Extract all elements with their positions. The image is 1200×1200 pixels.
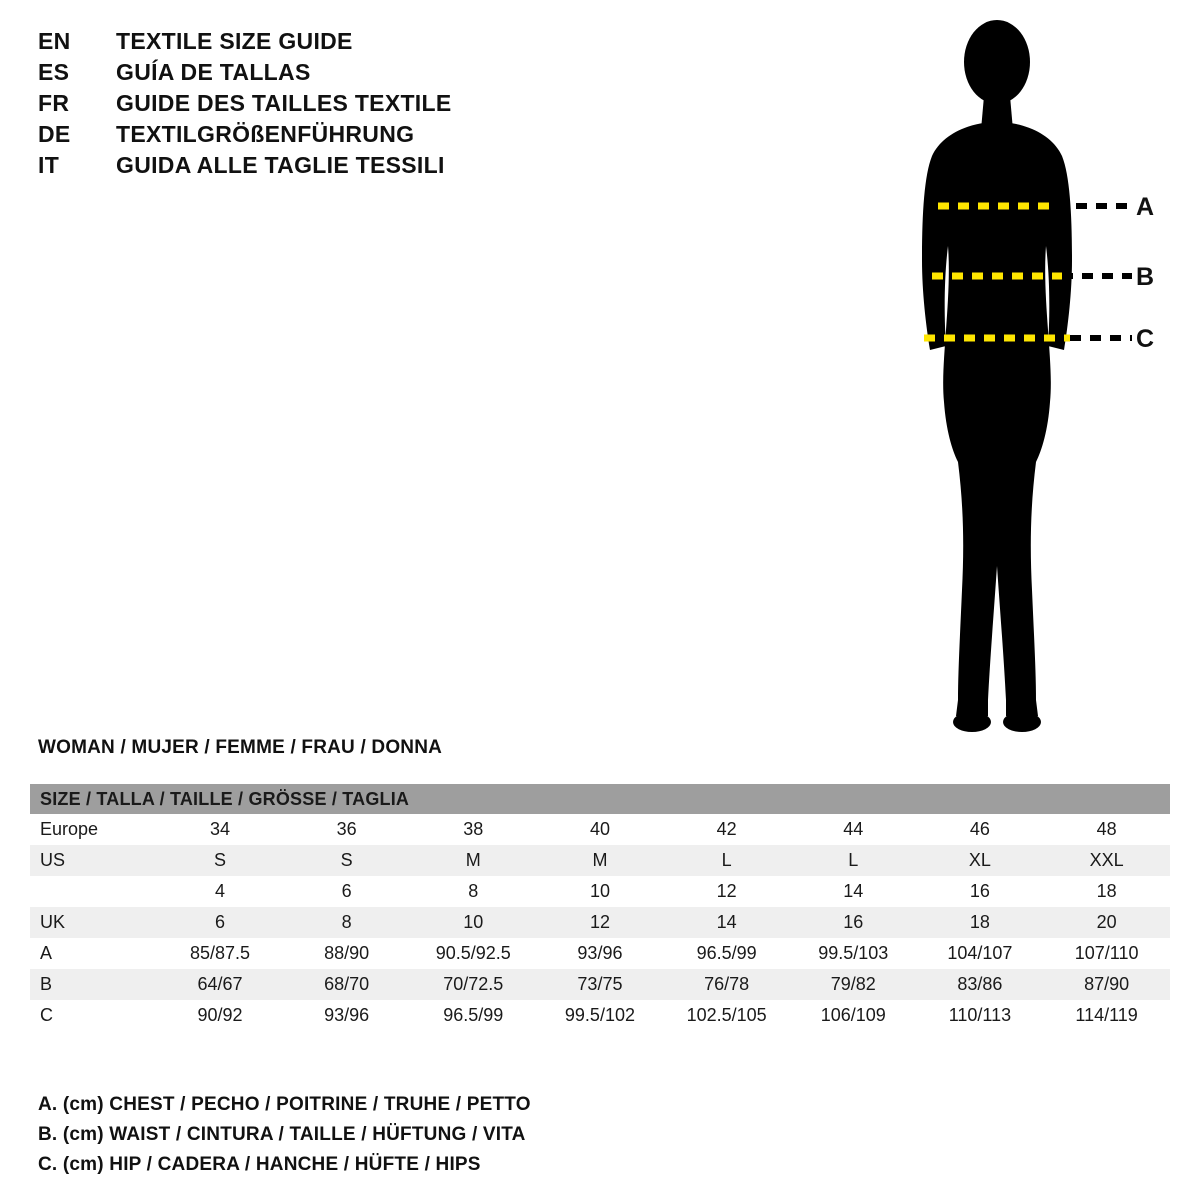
measurement-legend — [38, 1090, 798, 1180]
table-cell: 44 — [790, 814, 917, 845]
table-cell: 48 — [1043, 814, 1170, 845]
table-cell: 34 — [157, 814, 284, 845]
table-cell: XL — [917, 845, 1044, 876]
table-cell: 96.5/99 — [663, 938, 790, 969]
language-row — [38, 90, 598, 121]
language-title: GUÍA DE TALLAS — [116, 59, 311, 85]
table-cell: M — [410, 845, 537, 876]
table-header-row — [30, 784, 1170, 814]
table-cell: 36 — [283, 814, 410, 845]
table-cell: 40 — [537, 814, 664, 845]
table-cell: 70/72.5 — [410, 969, 537, 1000]
table-cell: 90/92 — [157, 1000, 284, 1031]
language-row — [38, 28, 598, 59]
marker-label-c: C — [1136, 325, 1155, 353]
table-cell: 12 — [663, 876, 790, 907]
table-cell: 106/109 — [790, 1000, 917, 1031]
table-row — [30, 814, 1170, 845]
language-code: DE — [38, 121, 71, 147]
table-cell: 79/82 — [790, 969, 917, 1000]
section-caption: WOMAN / MUJER / FEMME / FRAU / DONNA — [38, 737, 443, 758]
language-title: GUIDA ALLE TAGLIE TESSILI — [116, 152, 445, 178]
row-label: C — [30, 1000, 157, 1031]
table-cell: 93/96 — [537, 938, 664, 969]
table-cell: 107/110 — [1043, 938, 1170, 969]
table-cell: 85/87.5 — [157, 938, 284, 969]
table-row — [30, 876, 1170, 907]
legend-item-waist: B. (cm) WAIST / CINTURA / TAILLE / HÜFTUNG / VITA — [38, 1124, 526, 1145]
table-cell: 99.5/102 — [537, 1000, 664, 1031]
language-code: FR — [38, 90, 70, 116]
table-cell: 46 — [917, 814, 1044, 845]
table-cell: 42 — [663, 814, 790, 845]
marker-label-a: A — [1136, 193, 1155, 221]
table-cell: 18 — [917, 907, 1044, 938]
language-row — [38, 121, 598, 152]
table-cell: 4 — [157, 876, 284, 907]
row-label: UK — [30, 907, 157, 938]
table-row — [30, 1000, 1170, 1031]
language-code: ES — [38, 59, 70, 85]
table-cell: 83/86 — [917, 969, 1044, 1000]
language-code: IT — [38, 152, 60, 178]
table-cell: 68/70 — [283, 969, 410, 1000]
table-cell: 76/78 — [663, 969, 790, 1000]
table-cell: 64/67 — [157, 969, 284, 1000]
table-cell: 14 — [790, 876, 917, 907]
female-silhouette-icon — [860, 10, 1190, 750]
table-cell: S — [157, 845, 284, 876]
table-cell: 99.5/103 — [790, 938, 917, 969]
table-cell: 88/90 — [283, 938, 410, 969]
table-cell: 102.5/105 — [663, 1000, 790, 1031]
table-row — [30, 938, 1170, 969]
table-cell: 93/96 — [283, 1000, 410, 1031]
table-cell: 18 — [1043, 876, 1170, 907]
body-measurement-figure — [860, 10, 1190, 750]
marker-label-b: B — [1136, 263, 1155, 291]
legend-item-hip: C. (cm) HIP / CADERA / HANCHE / HÜFTE / HIPS — [38, 1154, 481, 1175]
table-header-label: SIZE / TALLA / TAILLE / GRÖSSE / TAGLIA — [30, 784, 1170, 814]
table-cell: 6 — [283, 876, 410, 907]
table-cell: 8 — [283, 907, 410, 938]
table-cell: 104/107 — [917, 938, 1044, 969]
table-cell: 87/90 — [1043, 969, 1170, 1000]
table-cell: 16 — [917, 876, 1044, 907]
legend-item-chest: A. (cm) CHEST / PECHO / POITRINE / TRUHE / PETTO — [38, 1094, 531, 1115]
table-cell: L — [790, 845, 917, 876]
table-cell: 16 — [790, 907, 917, 938]
table-cell: 6 — [157, 907, 284, 938]
table-cell: 10 — [537, 876, 664, 907]
language-title-block — [38, 28, 598, 183]
table-cell: M — [537, 845, 664, 876]
table-cell: 110/113 — [917, 1000, 1044, 1031]
table-cell: XXL — [1043, 845, 1170, 876]
row-label: Europe — [30, 814, 157, 845]
row-label — [30, 876, 157, 907]
table-cell: 8 — [410, 876, 537, 907]
table-cell: 73/75 — [537, 969, 664, 1000]
table-cell: 96.5/99 — [410, 1000, 537, 1031]
table-cell: L — [663, 845, 790, 876]
table-cell: 14 — [663, 907, 790, 938]
table-row — [30, 969, 1170, 1000]
language-title: TEXTILE SIZE GUIDE — [116, 28, 353, 54]
table-row — [30, 907, 1170, 938]
size-table — [30, 784, 1170, 1031]
language-code: EN — [38, 28, 71, 54]
table-cell: 38 — [410, 814, 537, 845]
table-cell: 10 — [410, 907, 537, 938]
row-label: US — [30, 845, 157, 876]
language-row — [38, 59, 598, 90]
language-row — [38, 152, 598, 183]
table-cell: 20 — [1043, 907, 1170, 938]
table-cell: S — [283, 845, 410, 876]
language-title: TEXTILGRÖßENFÜHRUNG — [116, 121, 415, 147]
table-cell: 90.5/92.5 — [410, 938, 537, 969]
row-label: A — [30, 938, 157, 969]
table-cell: 114/119 — [1043, 1000, 1170, 1031]
language-title: GUIDE DES TAILLES TEXTILE — [116, 90, 452, 116]
table-cell: 12 — [537, 907, 664, 938]
table-row — [30, 845, 1170, 876]
row-label: B — [30, 969, 157, 1000]
